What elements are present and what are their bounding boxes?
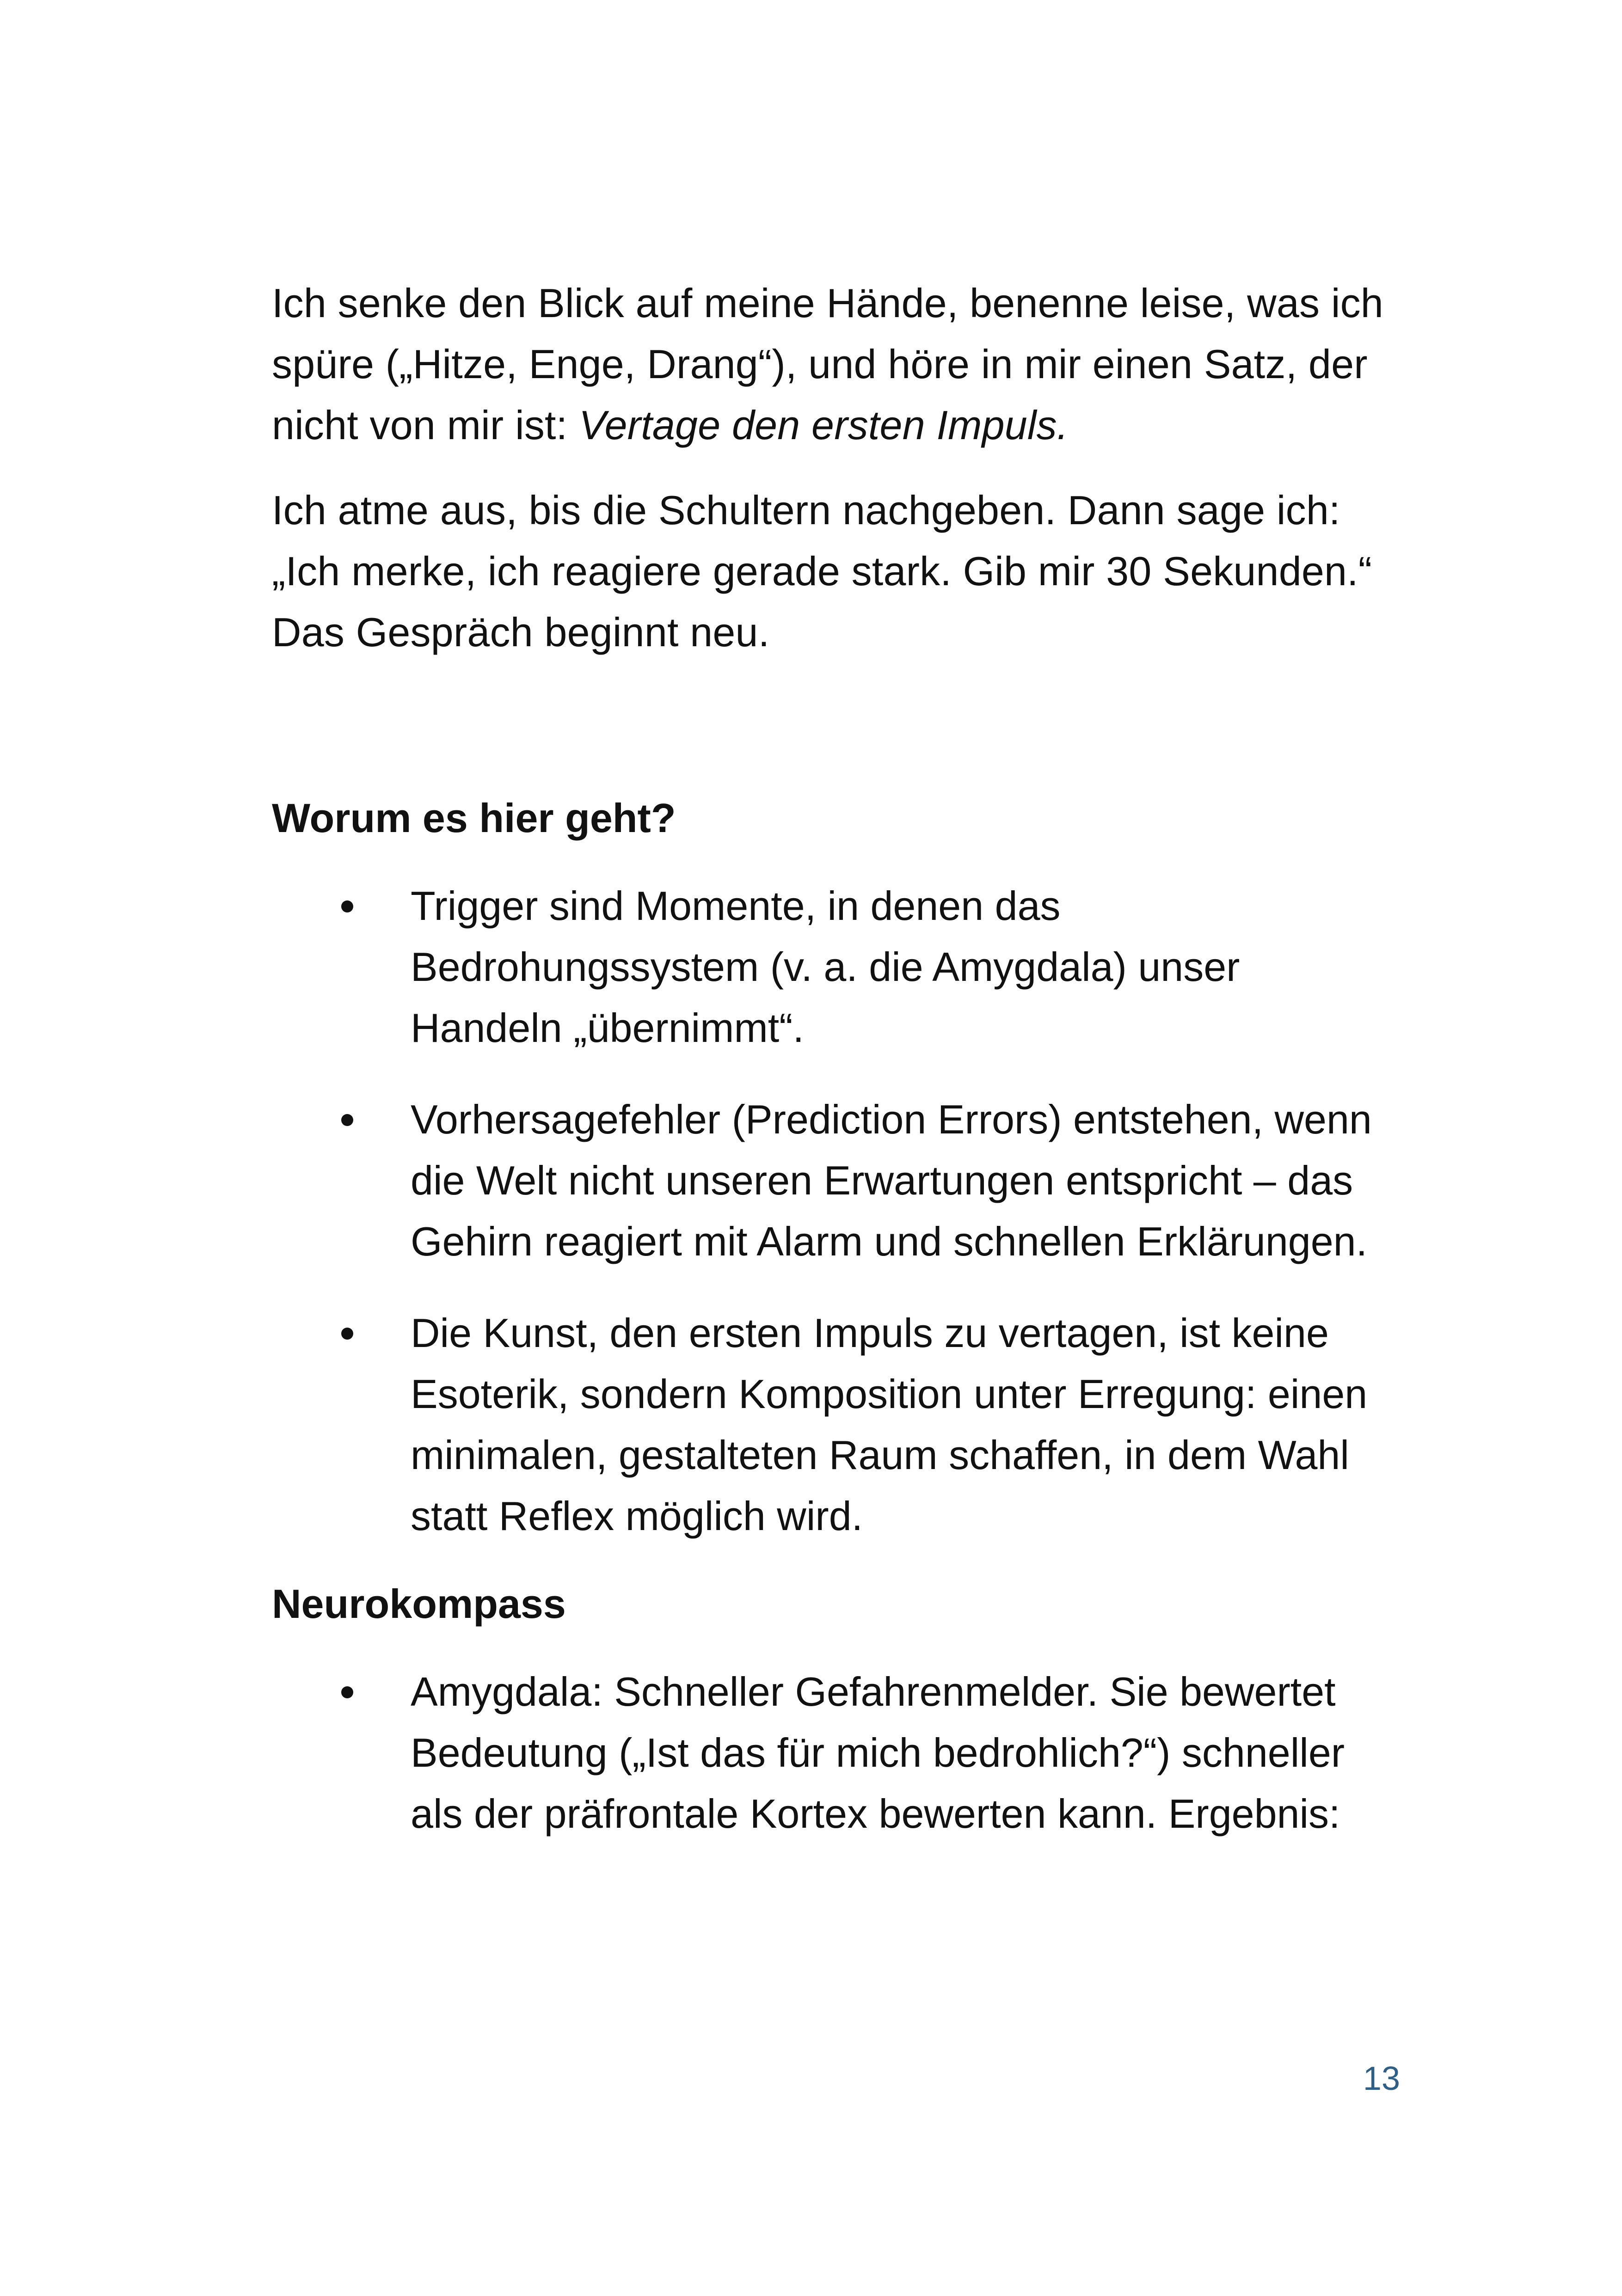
bullet-list-worum <box>272 876 1400 1547</box>
bullet-icon <box>341 1328 353 1340</box>
page-number: 13 <box>1363 2060 1400 2097</box>
paragraph-1-italic: Vertage den ersten Impuls. <box>578 402 1069 448</box>
list-item-text: Die Kunst, den ersten Impuls zu vertagen, ist keine Esoterik, sondern Komposition unter Erregung: einen minimalen, gestalteten Raum schaffen, in dem Wahl statt Reflex möglich wird. <box>411 1310 1368 1539</box>
bullet-icon <box>341 1686 353 1698</box>
body-paragraph-2: Ich atme aus, bis die Schultern nachgeben. Dann sage ich: „Ich merke, ich reagiere gerade stark. Gib mir 30 Sekunden.“ Das Gespräch beginnt neu. <box>272 487 1372 655</box>
paragraph-1-text: Ich senke den Blick auf meine Hände, benenne leise, was ich spüre („Hitze, Enge, Drang“), und höre in mir einen Satz, der nicht von mir ist: <box>272 280 1383 448</box>
body-paragraph-1 <box>272 273 1400 456</box>
list-item <box>272 1303 1400 1547</box>
list-item <box>272 1089 1400 1272</box>
bullet-icon <box>341 900 353 912</box>
bullet-list-neurokompass <box>272 1661 1400 1844</box>
section-heading-worum: Worum es hier geht? <box>272 795 676 841</box>
list-item <box>272 1661 1400 1844</box>
bullet-icon <box>341 1114 353 1126</box>
list-item-text: Trigger sind Momente, in denen das Bedrohungssystem (v. a. die Amygdala) unser Handeln „übernimmt“. <box>411 883 1240 1051</box>
list-item-text: Amygdala: Schneller Gefahrenmelder. Sie bewertet Bedeutung („Ist das für mich bedrohlich?“) schneller als der präfrontale Kortex bewerten kann. Ergebnis: <box>411 1669 1345 1837</box>
list-item-text: Vorhersagefehler (Prediction Errors) entstehen, wenn die Welt nicht unseren Erwartungen entspricht – das Gehirn reagiert mit Alarm und schnellen Erklärungen. <box>411 1096 1372 1264</box>
list-item <box>272 876 1400 1059</box>
page-content <box>272 273 1400 1844</box>
section-heading-neurokompass: Neurokompass <box>272 1581 566 1627</box>
